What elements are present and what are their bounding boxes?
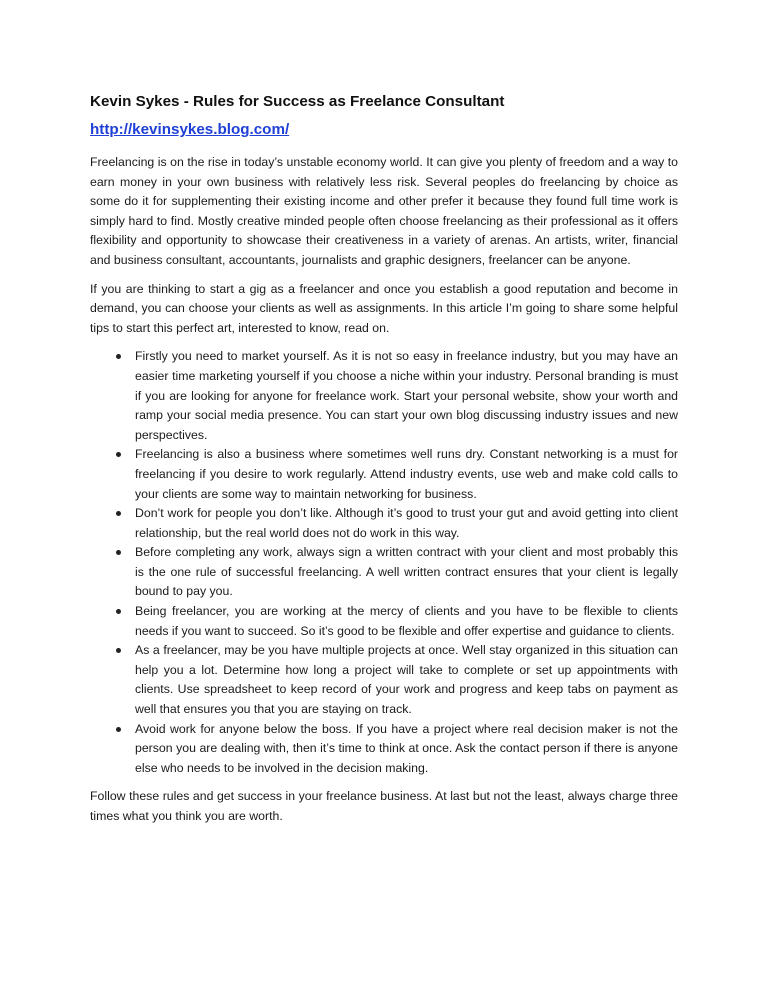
document-page — [90, 92, 678, 827]
tip-text: Don’t work for people you don’t like. Although it’s good to trust your gut and avoid getting into client relationship, but the real world does not do work in this way. — [135, 506, 678, 540]
bullet-icon — [116, 727, 121, 732]
list-item — [90, 347, 678, 445]
bullet-icon — [116, 511, 121, 516]
tip-text: As a freelancer, may be you have multiple projects at once. Well stay organized in this situation can help you a lot. Determine how long a project will take to complete or set up appointments with clients. Use spreadsheet to keep record of your work and progress and keep tabs on payment as well that ensures you that you are staying on track. — [135, 643, 678, 717]
tip-text: Freelancing is also a business where sometimes well runs dry. Constant networking is a must for freelancing if you desire to work regularly. Attend industry events, use web and make cold calls to your clients are some way to maintain networking for business. — [135, 447, 678, 501]
document-title: Kevin Sykes - Rules for Success as Freelance Consultant — [90, 93, 505, 110]
blog-link[interactable]: http://kevinsykes.blog.com/ — [90, 121, 290, 138]
tip-text: Firstly you need to market yourself. As it is not so easy in freelance industry, but you may have an easier time marketing yourself if you choose a niche within your industry. Personal branding is must if you are looking for anyone for freelance work. Start your personal website, show your worth and ramp your social media presence. You can start your own blog discussing industry issues and new perspectives. — [135, 349, 678, 442]
list-item — [90, 504, 678, 543]
bullet-icon — [116, 550, 121, 555]
bullet-icon — [116, 452, 121, 457]
tip-text: Before completing any work, always sign a written contract with your client and most probably this is the one rule of successful freelancing. A well written contract ensures that your client is legally bound to pay you. — [135, 545, 678, 599]
lead-in-paragraph: If you are thinking to start a gig as a freelancer and once you establish a good reputation and become in demand, you can choose your clients as well as assignments. In this article I’m going to share some helpful tips to start this perfect art, interested to know, read on. — [90, 281, 678, 335]
list-item — [90, 641, 678, 719]
tips-list — [90, 347, 678, 778]
bullet-icon — [116, 609, 121, 614]
bullet-icon — [116, 354, 121, 359]
intro-paragraph: Freelancing is on the rise in today’s unstable economy world. It can give you plenty of freedom and a way to earn money in your own business with relatively less risk. Several peoples do freelancing by choice as some do it for supplementing their existing income and other prefer it because they found full time work is simply hard to find. Mostly creative minded people often choose freelancing as their professional as it offers flexibility and opportunity to showcase their creativeness in a variety of arenas. An artists, writer, financial and business consultant, accountants, journalists and graphic designers, freelancer can be anyone. — [90, 155, 678, 267]
tip-text: Being freelancer, you are working at the mercy of clients and you have to be flexible to clients needs if you want to succeed. So it’s good to be flexible and offer expertise and guidance to clients. — [135, 604, 678, 638]
closing-paragraph: Follow these rules and get success in your freelance business. At last but not the least, always charge three times what you think you are worth. — [90, 789, 678, 823]
list-item — [90, 602, 678, 641]
list-item — [90, 720, 678, 779]
list-item — [90, 445, 678, 504]
bullet-icon — [116, 648, 121, 653]
list-item — [90, 543, 678, 602]
tip-text: Avoid work for anyone below the boss. If you have a project where real decision maker is not the person you are dealing with, then it’s time to think at once. Ask the contact person if there is anyone else who needs to be involved in the decision making. — [135, 721, 678, 775]
